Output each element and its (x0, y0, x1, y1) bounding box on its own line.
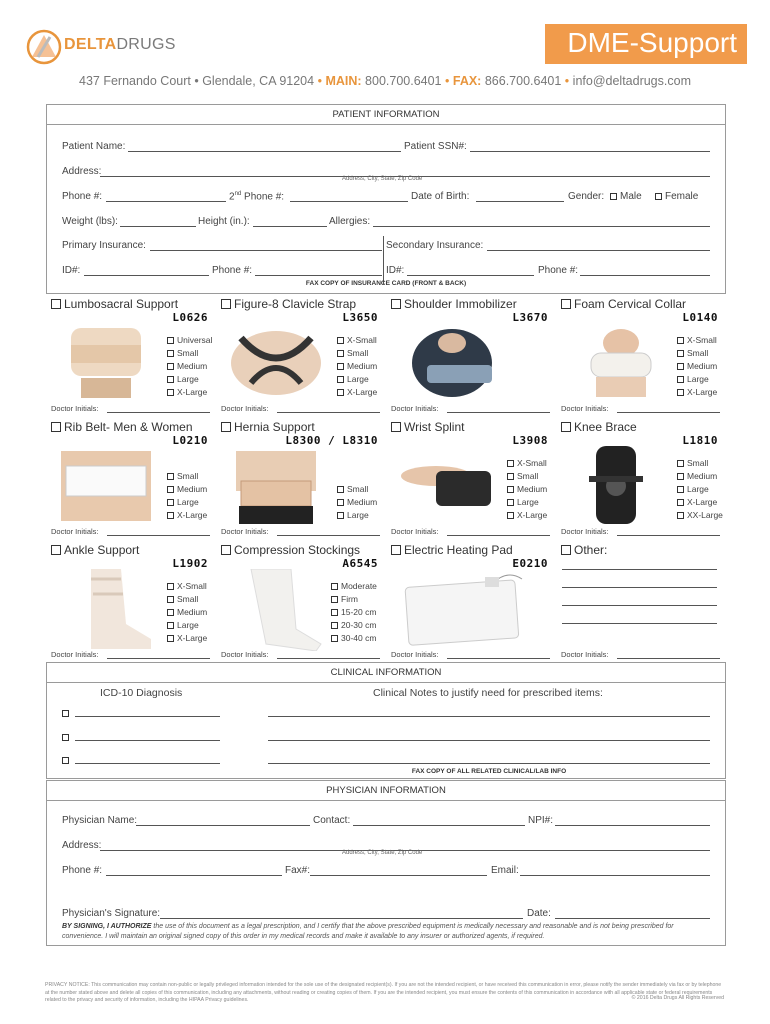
size-option[interactable]: Large (507, 497, 539, 507)
size-checkbox[interactable] (677, 363, 684, 370)
insurance-divider (383, 236, 384, 284)
authorization-statement: BY SIGNING, I AUTHORIZE the use of this document as a legal prescription, and I certify that the above prescribed equipment is medically necessary and reasonable and is not being prescribed for convenience. I will maintain an original signed copy of this order in my medical records and make it available to any insurer or authorized agents, if required. (62, 923, 674, 941)
size-checkbox[interactable] (677, 350, 684, 357)
size-option[interactable]: Firm (331, 594, 358, 604)
size-checkbox[interactable] (677, 337, 684, 344)
icd-checkbox-3[interactable] (62, 757, 69, 764)
product-select[interactable] (221, 297, 356, 311)
phone-field[interactable] (106, 201, 226, 202)
npi-field[interactable] (555, 825, 710, 826)
dob-label: Date of Birth: (411, 191, 470, 202)
physician-phone-field[interactable] (106, 875, 282, 876)
hcpcs-code: A6545 (342, 557, 378, 570)
size-option[interactable]: Large (167, 374, 199, 384)
size-checkbox[interactable] (677, 486, 684, 493)
hcpcs-code: E0210 (512, 557, 548, 570)
size-option[interactable]: 30-40 cm (331, 633, 376, 643)
doctor-initials-field[interactable] (447, 412, 550, 413)
doctor-initials-field[interactable] (617, 412, 720, 413)
size-option[interactable]: 15-20 cm (331, 607, 376, 617)
secondary-phone-field[interactable] (580, 275, 710, 276)
height-label: Height (in.): (198, 216, 250, 227)
product-photo-icon (561, 446, 671, 528)
doctor-initials-field[interactable] (107, 535, 210, 536)
physician-name-label: Physician Name: (62, 815, 138, 826)
product-select[interactable] (561, 543, 607, 557)
product-photo-icon (391, 446, 501, 528)
size-checkbox[interactable] (677, 376, 684, 383)
product-checkbox[interactable] (561, 545, 571, 555)
secondary-insurance-label: Secondary Insurance: (386, 240, 484, 251)
clinical-notes-line-2[interactable] (268, 740, 710, 741)
size-option[interactable]: Large (337, 510, 369, 520)
doctor-initials-field[interactable] (277, 658, 380, 659)
size-option[interactable]: Medium (167, 484, 207, 494)
size-checkbox[interactable] (677, 499, 684, 506)
hcpcs-code: L3650 (342, 311, 378, 324)
contact-line: 437 Fernando Court • Glendale, CA 91204 • MAIN: 800.700.6401 • FAX: 866.700.6401 • info@deltadrugs.com (79, 74, 691, 88)
size-option[interactable]: X-Large (507, 510, 547, 520)
signature-label: Physician's Signature: (62, 908, 161, 919)
second-phone-label: 2nd Phone #: (229, 191, 285, 203)
size-option[interactable]: 20-30 cm (331, 620, 376, 630)
allergies-label: Allergies: (329, 216, 371, 227)
gender-female-option[interactable]: Female (655, 191, 698, 202)
size-option[interactable]: X-Small (337, 335, 377, 345)
product-name: Other: (574, 543, 608, 557)
size-option[interactable]: Medium (167, 607, 207, 617)
product-checkbox[interactable] (391, 299, 401, 309)
size-option[interactable]: Small (677, 458, 708, 468)
doctor-initials-label: Doctor Initials: (561, 650, 609, 659)
size-option[interactable]: Medium (507, 484, 547, 494)
gender-label: Gender: (568, 191, 605, 202)
hcpcs-code: L1810 (682, 434, 718, 447)
hcpcs-code: L3670 (512, 311, 548, 324)
product-checkbox[interactable] (51, 422, 61, 432)
size-option[interactable]: Small (167, 471, 198, 481)
size-option[interactable]: Medium (337, 361, 377, 371)
doctor-initials-field[interactable] (447, 658, 550, 659)
product-photo-icon (397, 569, 527, 651)
physician-address-label: Address: (62, 840, 102, 851)
doctor-initials-field[interactable] (617, 658, 720, 659)
product-checkbox[interactable] (221, 545, 231, 555)
size-checkbox[interactable] (167, 389, 174, 396)
form-title-banner: DME-Support (545, 24, 747, 64)
doctor-initials-label: Doctor Initials: (561, 527, 609, 536)
section-title: PATIENT INFORMATION (47, 105, 725, 125)
size-option[interactable]: X-Small (507, 458, 547, 468)
product-name: Figure-8 Clavicle Strap (234, 297, 357, 311)
product-photo-icon (51, 569, 161, 651)
product-select[interactable] (391, 297, 517, 311)
icd-field-3[interactable] (75, 763, 220, 764)
height-field[interactable] (253, 226, 327, 227)
icd-checkbox-2[interactable] (62, 734, 69, 741)
product-cell-shoulder-immobilizer (389, 295, 554, 415)
size-checkbox[interactable] (677, 460, 684, 467)
product-checkbox[interactable] (51, 299, 61, 309)
npi-label: NPI#: (528, 815, 554, 826)
size-checkbox[interactable] (507, 512, 514, 519)
hcpcs-code: L0210 (172, 434, 208, 447)
size-option[interactable]: Large (677, 374, 709, 384)
size-checkbox[interactable] (507, 460, 514, 467)
doctor-initials-label: Doctor Initials: (221, 527, 269, 536)
size-checkbox[interactable] (337, 389, 344, 396)
product-select[interactable] (221, 420, 315, 434)
size-option[interactable]: Large (677, 484, 709, 494)
size-option[interactable]: X-Large (167, 510, 207, 520)
product-name: Electric Heating Pad (404, 543, 513, 557)
size-option[interactable]: X-Small (677, 335, 717, 345)
product-cell-other (559, 541, 724, 661)
allergies-field[interactable] (373, 226, 710, 227)
female-checkbox[interactable] (655, 193, 662, 200)
icd-row-2[interactable] (62, 732, 72, 743)
product-photo-icon (221, 569, 331, 651)
doctor-initials-label: Doctor Initials: (51, 404, 99, 413)
secondary-phone-label: Phone #: (538, 265, 579, 276)
size-checkbox[interactable] (167, 350, 174, 357)
product-cell-knee-brace (559, 418, 724, 538)
size-option[interactable]: Medium (337, 497, 377, 507)
product-select[interactable] (561, 420, 637, 434)
product-select[interactable] (51, 543, 139, 557)
product-checkbox[interactable] (51, 545, 61, 555)
product-photo-icon (561, 323, 671, 405)
product-checkbox[interactable] (391, 422, 401, 432)
product-select[interactable] (51, 420, 193, 434)
product-cell-wrist-splint (389, 418, 554, 538)
product-select[interactable] (391, 420, 464, 434)
size-checkbox[interactable] (337, 363, 344, 370)
product-cell-figure-8-clavicle-strap (219, 295, 384, 415)
size-checkbox[interactable] (167, 596, 174, 603)
size-checkbox[interactable] (167, 622, 174, 629)
size-option[interactable]: XX-Large (677, 510, 723, 520)
size-option[interactable]: X-Large (167, 387, 207, 397)
product-name: Rib Belt- Men & Women (64, 420, 193, 434)
size-option[interactable]: Universal (167, 335, 212, 345)
hcpcs-code: L8300 / L8310 (285, 434, 378, 447)
clinical-fax-note: FAX COPY OF ALL RELATED CLINICAL/LAB INFO (411, 768, 567, 775)
size-checkbox[interactable] (677, 389, 684, 396)
size-checkbox[interactable] (167, 473, 174, 480)
icd10-label: ICD-10 Diagnosis (100, 687, 183, 699)
doctor-initials-label: Doctor Initials: (221, 404, 269, 413)
size-option[interactable]: Small (337, 348, 368, 358)
doctor-initials-field[interactable] (107, 412, 210, 413)
secondary-insurance-field[interactable] (487, 250, 710, 251)
doctor-initials-label: Doctor Initials: (51, 527, 99, 536)
product-name: Knee Brace (574, 420, 637, 434)
product-checkbox[interactable] (221, 422, 231, 432)
size-checkbox[interactable] (337, 486, 344, 493)
size-checkbox[interactable] (167, 635, 174, 642)
size-checkbox[interactable] (167, 499, 174, 506)
primary-id-label: ID#: (62, 265, 81, 276)
size-option[interactable]: Small (167, 594, 198, 604)
product-select[interactable] (391, 543, 513, 557)
physician-fax-field[interactable] (310, 875, 487, 876)
clinical-notes-line-3[interactable] (268, 763, 710, 764)
size-checkbox[interactable] (507, 473, 514, 480)
physician-contact-field[interactable] (353, 825, 525, 826)
physician-address-hint: Address, City, State, Zip Code (342, 850, 423, 856)
primary-insurance-field[interactable] (150, 250, 382, 251)
product-select[interactable] (561, 297, 686, 311)
size-checkbox[interactable] (337, 376, 344, 383)
patient-name-field[interactable] (128, 151, 401, 152)
patient-name-label: Patient Name: (62, 141, 126, 152)
physician-email-field[interactable] (520, 875, 710, 876)
section-title: CLINICAL INFORMATION (47, 663, 725, 683)
size-checkbox[interactable] (337, 337, 344, 344)
doctor-initials-label: Doctor Initials: (561, 404, 609, 413)
patient-ssn-label: Patient SSN#: (404, 141, 467, 152)
size-option[interactable]: Medium (167, 361, 207, 371)
size-option[interactable]: Small (337, 484, 368, 494)
product-cell-compression-stockings (219, 541, 384, 661)
physician-email-label: Email: (491, 865, 519, 876)
primary-phone-label: Phone #: (212, 265, 253, 276)
doctor-initials-label: Doctor Initials: (51, 650, 99, 659)
phone-label: Phone #: (62, 191, 103, 202)
clinical-notes-line-1[interactable] (268, 716, 710, 717)
size-option[interactable]: Medium (677, 471, 717, 481)
gender-male-option[interactable]: Male (610, 191, 642, 202)
icd-row-1[interactable] (62, 708, 72, 719)
size-checkbox[interactable] (331, 596, 338, 603)
size-checkbox[interactable] (677, 473, 684, 480)
size-option[interactable]: Medium (677, 361, 717, 371)
product-name: Compression Stockings (234, 543, 361, 557)
other-item-field[interactable] (562, 623, 717, 624)
size-option[interactable]: X-Large (337, 387, 377, 397)
patient-ssn-field[interactable] (470, 151, 710, 152)
size-checkbox[interactable] (331, 609, 338, 616)
primary-insurance-label: Primary Insurance: (62, 240, 146, 251)
size-option[interactable]: Large (337, 374, 369, 384)
weight-field[interactable] (120, 226, 196, 227)
size-option[interactable]: Small (677, 348, 708, 358)
size-option[interactable]: Large (167, 620, 199, 630)
doctor-initials-field[interactable] (447, 535, 550, 536)
product-photo-icon (51, 446, 161, 528)
size-option[interactable]: Moderate (331, 581, 377, 591)
product-photo-icon (221, 323, 331, 405)
product-name: Foam Cervical Collar (574, 297, 687, 311)
icd-checkbox-1[interactable] (62, 710, 69, 717)
product-name: Lumbosacral Support (64, 297, 179, 311)
secondary-id-field[interactable] (407, 275, 534, 276)
size-checkbox[interactable] (167, 486, 174, 493)
size-option[interactable]: Small (167, 348, 198, 358)
clinical-information-section (46, 662, 726, 779)
primary-phone-field[interactable] (255, 275, 382, 276)
size-option[interactable]: X-Large (167, 633, 207, 643)
product-checkbox[interactable] (561, 422, 571, 432)
size-checkbox[interactable] (167, 337, 174, 344)
weight-label: Weight (lbs): (62, 216, 118, 227)
other-item-field[interactable] (562, 569, 717, 570)
product-name: Ankle Support (64, 543, 140, 557)
product-checkbox[interactable] (391, 545, 401, 555)
product-cell-electric-heating-pad (389, 541, 554, 661)
signature-date-field[interactable] (555, 918, 710, 919)
product-cell-lumbosacral-support (49, 295, 214, 415)
size-checkbox[interactable] (331, 622, 338, 629)
copyright: © 2016 Delta Drugs All Rights Reserved (631, 995, 724, 1001)
product-cell-foam-cervical-collar (559, 295, 724, 415)
physician-phone-label: Phone #: (62, 865, 103, 876)
product-photo-icon (397, 323, 527, 405)
section-title: PHYSICIAN INFORMATION (47, 781, 725, 801)
size-option[interactable]: X-Large (677, 497, 717, 507)
size-checkbox[interactable] (507, 499, 514, 506)
patient-address-label: Address: (62, 166, 102, 177)
icd-field-2[interactable] (75, 740, 220, 741)
secondary-id-label: ID#: (386, 265, 405, 276)
male-checkbox[interactable] (610, 193, 617, 200)
icd-row-3[interactable] (62, 755, 72, 766)
doctor-initials-label: Doctor Initials: (391, 527, 439, 536)
other-item-field[interactable] (562, 587, 717, 588)
size-checkbox[interactable] (167, 512, 174, 519)
second-phone-field[interactable] (290, 201, 408, 202)
signature-date-label: Date: (527, 908, 551, 919)
size-checkbox[interactable] (167, 609, 174, 616)
physician-fax-label: Fax#: (285, 865, 311, 876)
product-cell-hernia-support (219, 418, 384, 538)
product-cell-rib-belt-men-women (49, 418, 214, 538)
product-select[interactable] (51, 297, 178, 311)
size-checkbox[interactable] (331, 583, 338, 590)
doctor-initials-label: Doctor Initials: (391, 650, 439, 659)
size-option[interactable]: Small (507, 471, 538, 481)
privacy-notice: PRIVACY NOTICE: This communication may contain non-public or legally privileged information intended for the sole use of the designated recipient(s). If you are not the intended recipient, or have received this communication in error, please notify the sender immediately via fax or by telephone at the number stated above and delete all copies of this communication, including any attachments, without reading or creating copies of them. If you are the intended recipient, you must ensure the contents of this communication in accordance with all applicable state or federal requirements related to the privacy and security of information, including the HIPAA Privacy guidelines. (45, 982, 722, 1004)
size-checkbox[interactable] (337, 499, 344, 506)
product-photo-icon (221, 446, 331, 528)
address-hint: Address, City, State, Zip Code (342, 176, 423, 182)
signature-field[interactable] (160, 918, 523, 919)
size-option[interactable]: Large (167, 497, 199, 507)
size-option[interactable]: X-Small (167, 581, 207, 591)
icd-field-1[interactable] (75, 716, 220, 717)
product-select[interactable] (221, 543, 360, 557)
doctor-initials-field[interactable] (277, 535, 380, 536)
primary-id-field[interactable] (84, 275, 209, 276)
product-checkbox[interactable] (561, 299, 571, 309)
doctor-initials-field[interactable] (617, 535, 720, 536)
product-checkbox[interactable] (221, 299, 231, 309)
physician-contact-label: Contact: (313, 815, 351, 826)
product-name: Wrist Splint (404, 420, 465, 434)
hcpcs-code: L3908 (512, 434, 548, 447)
insurance-fax-note: FAX COPY OF INSURANCE CARD (FRONT & BACK) (305, 280, 467, 287)
hcpcs-code: L1902 (172, 557, 208, 570)
size-checkbox[interactable] (331, 635, 338, 642)
dob-field[interactable] (476, 201, 564, 202)
size-checkbox[interactable] (167, 583, 174, 590)
product-name: Shoulder Immobilizer (404, 297, 517, 311)
doctor-initials-label: Doctor Initials: (221, 650, 269, 659)
size-checkbox[interactable] (677, 512, 684, 519)
product-photo-icon (51, 323, 161, 405)
clinical-notes-label: Clinical Notes to justify need for prescribed items: (373, 687, 603, 699)
size-checkbox[interactable] (507, 486, 514, 493)
size-checkbox[interactable] (167, 363, 174, 370)
size-option[interactable]: X-Large (677, 387, 717, 397)
doctor-initials-field[interactable] (107, 658, 210, 659)
product-cell-ankle-support (49, 541, 214, 661)
size-checkbox[interactable] (337, 512, 344, 519)
doctor-initials-label: Doctor Initials: (391, 404, 439, 413)
hcpcs-code: L0140 (682, 311, 718, 324)
size-checkbox[interactable] (337, 350, 344, 357)
hcpcs-code: L0626 (172, 311, 208, 324)
physician-name-field[interactable] (136, 825, 310, 826)
product-name: Hernia Support (234, 420, 315, 434)
doctor-initials-field[interactable] (277, 412, 380, 413)
other-item-field[interactable] (562, 605, 717, 606)
logo-wordmark: DELTADRUGS (64, 36, 176, 53)
size-checkbox[interactable] (167, 376, 174, 383)
